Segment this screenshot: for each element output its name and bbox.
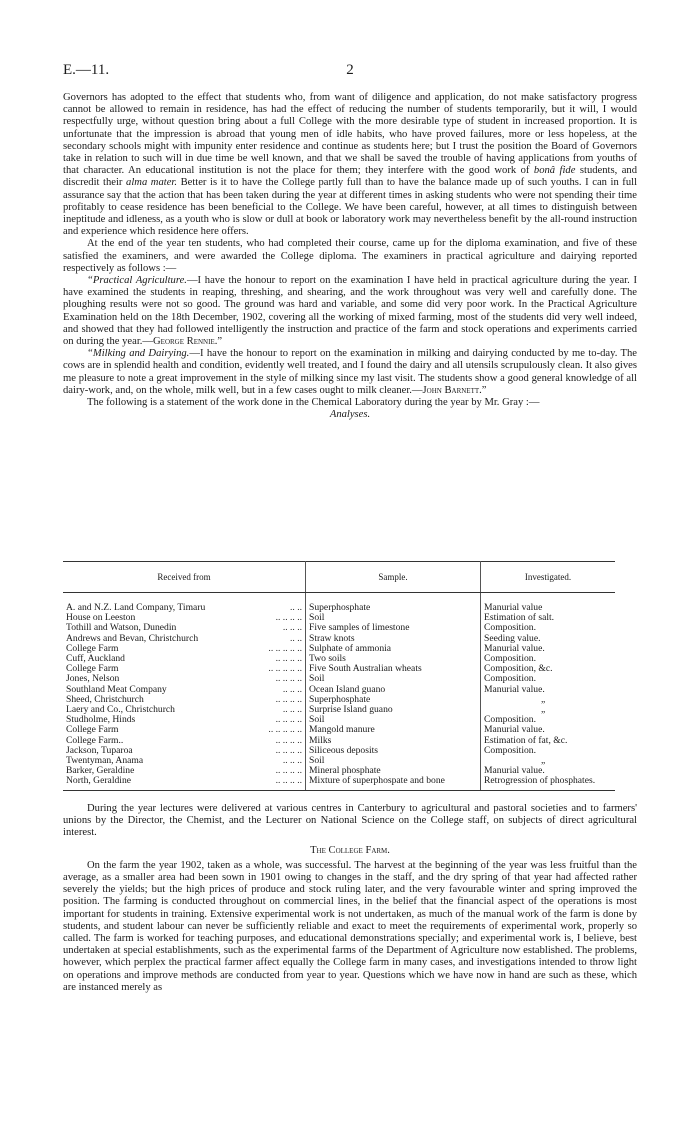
cell-received-from: A. and N.Z. Land Company, Timaru .. .. — [63, 603, 306, 613]
body-text-lower — [63, 803, 637, 994]
paragraph-diploma: At the end of the year ten students, who had completed their course, came up for the diploma examination, and five of these satisfied the examiners, and were awarded the College diploma. The examiners in practical agriculture and dairying reported respectively as follows :— — [63, 238, 637, 274]
cell-received-from: Barker, Geraldine .. .. .. .. — [63, 766, 306, 776]
cell-received-from: Southland Meat Company .. .. .. — [63, 685, 306, 695]
page-number: 2 — [346, 62, 354, 78]
report-milking-dairying: “Milking and Dairying.—I have the honour to report on the examination in milking and dairying conducted by me to-day. The cows are in splendid health and condition, evidently well treated, and I found the dairy and all utensils scrupulously clean. It also gives me pleasure to note a great improvement in the style of milking since my last visit. The students show a good general knowledge of all dairy-work, and, on the whole, milk well, but in a few cases ought to milk cleaner.—John Barnett.” — [63, 348, 637, 396]
section-title: The College Farm. — [310, 844, 390, 856]
cell-received-from: College Farm .. .. .. .. .. — [63, 664, 306, 674]
cell-received-from: Laery and Co., Christchurch .. .. .. — [63, 705, 306, 715]
header-sample: Sample. — [306, 562, 481, 593]
cell-received-from: College Farm.. .. .. .. .. — [63, 736, 306, 746]
cell-investigated: Composition. — [484, 673, 536, 685]
cell-received-from: College Farm .. .. .. .. .. — [63, 725, 306, 735]
page-header — [63, 62, 637, 82]
cell-investigated: Manurial value. — [484, 765, 545, 777]
cell-investigated: Seeding value. — [484, 632, 541, 644]
cell-investigated: Estimation of salt. — [484, 612, 555, 624]
cell-received-from: College Farm .. .. .. .. .. — [63, 644, 306, 654]
cell-sample: Five samples of limestone — [306, 623, 481, 633]
cell-sample: Surprise Island guano — [306, 705, 481, 715]
cell-sample: Soil — [306, 674, 481, 684]
cell-received-from: Cuff, Auckland .. .. .. .. — [63, 654, 306, 664]
cell-investigated: Retrogression of phosphates. — [481, 776, 616, 790]
cell-investigated: Composition. — [484, 714, 536, 726]
cell-received-from: House on Leeston .. .. .. .. — [63, 613, 306, 623]
cell-sample: Ocean Island guano — [306, 685, 481, 695]
cell-sample: Milks — [306, 736, 481, 746]
cell-sample: Soil — [306, 715, 481, 725]
cell-investigated: Composition, &c. — [484, 663, 553, 675]
cell-investigated: Manurial value. — [484, 724, 545, 736]
cell-investigated: „ — [541, 755, 546, 767]
cell-sample: Superphosphate — [306, 603, 481, 613]
cell-investigated: „ — [541, 704, 546, 716]
cell-investigated: Composition. — [484, 622, 536, 634]
header-received-from: Received from — [63, 562, 306, 593]
body-text-upper — [63, 92, 637, 421]
header-investigated: Investigated. — [481, 562, 616, 593]
report-practical-agriculture: “Practical Agriculture.—I have the honour to report on the examination I have held in practical agriculture during the year. I have examined the students in reaping, threshing, and shearing, and the work throughout was very well and carefully done. The ploughing results were not so good. The ground was hard and variable, and some did very poor work. In the Practical Agriculture Examination held on the 18th December, 1902, covering all the working of mixed farming, most of the students did very well indeed, and showed that they had followed intelligently the instruction and practice of the farm and stock operations and experiments carried on during the year.—George Rennie.” — [63, 275, 637, 348]
analyses-table — [63, 561, 615, 791]
cell-sample: Superphosphate — [306, 695, 481, 705]
cell-received-from: Jackson, Tuparoa .. .. .. .. — [63, 746, 306, 756]
paragraph-college-farm: On the farm the year 1902, taken as a whole, was successful. The harvest at the beginning of the year was less fruitful than the average, as a smaller area had been sown in 1901 owing to changes in the staff, and the dry spring of that year had affected rather severely the yields; but the high prices of produce and stock ruling later, and the very favourable winter and spring improved the position. The farming is conducted throughout on commercial lines, in the belief that the financial aspect of the operations is most important for students in training. Extensive experimental work is not undertaken, as much of the manual work of the farm is done by students, and student labour can never be sufficiently reliable and exact to meet the requirements of experimental work, properly so called. The farm is worked for teaching purposes, and educational demonstrations specially; and experimental work is, I believe, best undertaken at special establishments, such as the experimental farms of the Department of Agriculture now established. The problems, however, which perplex the practical farmer affect equally the College farm in many cases, and investigations intended to throw light on operations and improve methods are conducted from year to year. Questions which we have now in hand are such as these, which are instanced merely as — [63, 859, 637, 993]
table-row — [63, 776, 615, 790]
cell-received-from: Andrews and Bevan, Christchurch .. .. — [63, 634, 306, 644]
cell-received-from: North, Geraldine .. .. .. .. — [63, 776, 306, 790]
cell-sample: Siliceous deposits — [306, 746, 481, 756]
cell-investigated: Manurial value. — [484, 683, 545, 695]
paragraph-lectures: During the year lectures were delivered at various centres in Canterbury to agricultural and pastoral societies and to farmers' unions by the Director, the Chemist, and the Lecturer on National Science on the College staff, on subjects of direct agricultural interest. — [63, 803, 637, 839]
cell-sample: Sulphate of ammonia — [306, 644, 481, 654]
cell-sample: Mineral phosphate — [306, 766, 481, 776]
table-row — [63, 746, 615, 756]
cell-sample: Mangold manure — [306, 725, 481, 735]
cell-sample: Five South Australian wheats — [306, 664, 481, 674]
cell-received-from: Twentyman, Anama .. .. .. — [63, 756, 306, 766]
cell-sample: Soil — [306, 613, 481, 623]
cell-sample: Two soils — [306, 654, 481, 664]
cell-investigated: Composition. — [484, 653, 536, 665]
table-caption: Analyses. — [329, 409, 371, 421]
cell-received-from: Tothill and Watson, Dunedin .. .. .. — [63, 623, 306, 633]
cell-sample: Mixture of superphospate and bone — [306, 776, 481, 790]
cell-received-from: Jones, Nelson .. .. .. .. — [63, 674, 306, 684]
table-header-row — [63, 562, 615, 593]
cell-investigated: Composition. — [484, 744, 536, 756]
cell-sample: Soil — [306, 756, 481, 766]
cell-received-from: Sheed, Christchurch .. .. .. .. — [63, 695, 306, 705]
paragraph-governors: Governors has adopted to the effect that students who, from want of diligence and application, do not make satisfactory progress cannot be allowed to remain in residence, has had the effect of reducing the number of students temporarily, but it will, I would respectfully urge, without question bring about a full College with the more desirable type of student in increased proportion. It is unfortunate that the impression is abroad that young men of idle habits, who have proved failures, more or less hopeless, at the secondary schools might with impunity enter residence and continue as students here; but I trust the position the Board of Governors take in relation to such will in due time be well known, and that we shall be saved the trouble of having applications from youths of that character. An educational institution is not the place for them; they interfere with the good work of bonâ fide students, and discredit their alma mater. Better is it to have the College partly full than to have the balance made up of such youths. I can in full assurance say that the action that has been taken during the year at different times in asking students who were not spending their time profitably to cease residence has been beneficial to the College. We have been careful, however, at all times to distinguish between ineptitude and idleness, as a youth who is slow or dull at book or laboratory work may nevertheless benefit by the all-round instruction and experience which residence here offers. — [63, 92, 638, 238]
cell-investigated: Manurial value — [484, 602, 543, 613]
cell-sample: Straw knots — [306, 634, 481, 644]
cell-investigated: Estimation of fat, &c. — [484, 734, 568, 746]
paragraph-laboratory: The following is a statement of the work done in the Chemical Laboratory during the year by Mr. Gray :— — [87, 397, 540, 409]
document-code: E.—11. — [63, 62, 110, 78]
cell-received-from: Studholme, Hinds .. .. .. .. — [63, 715, 306, 725]
cell-investigated: Manurial value. — [484, 642, 545, 654]
cell-investigated: „ — [541, 693, 546, 705]
